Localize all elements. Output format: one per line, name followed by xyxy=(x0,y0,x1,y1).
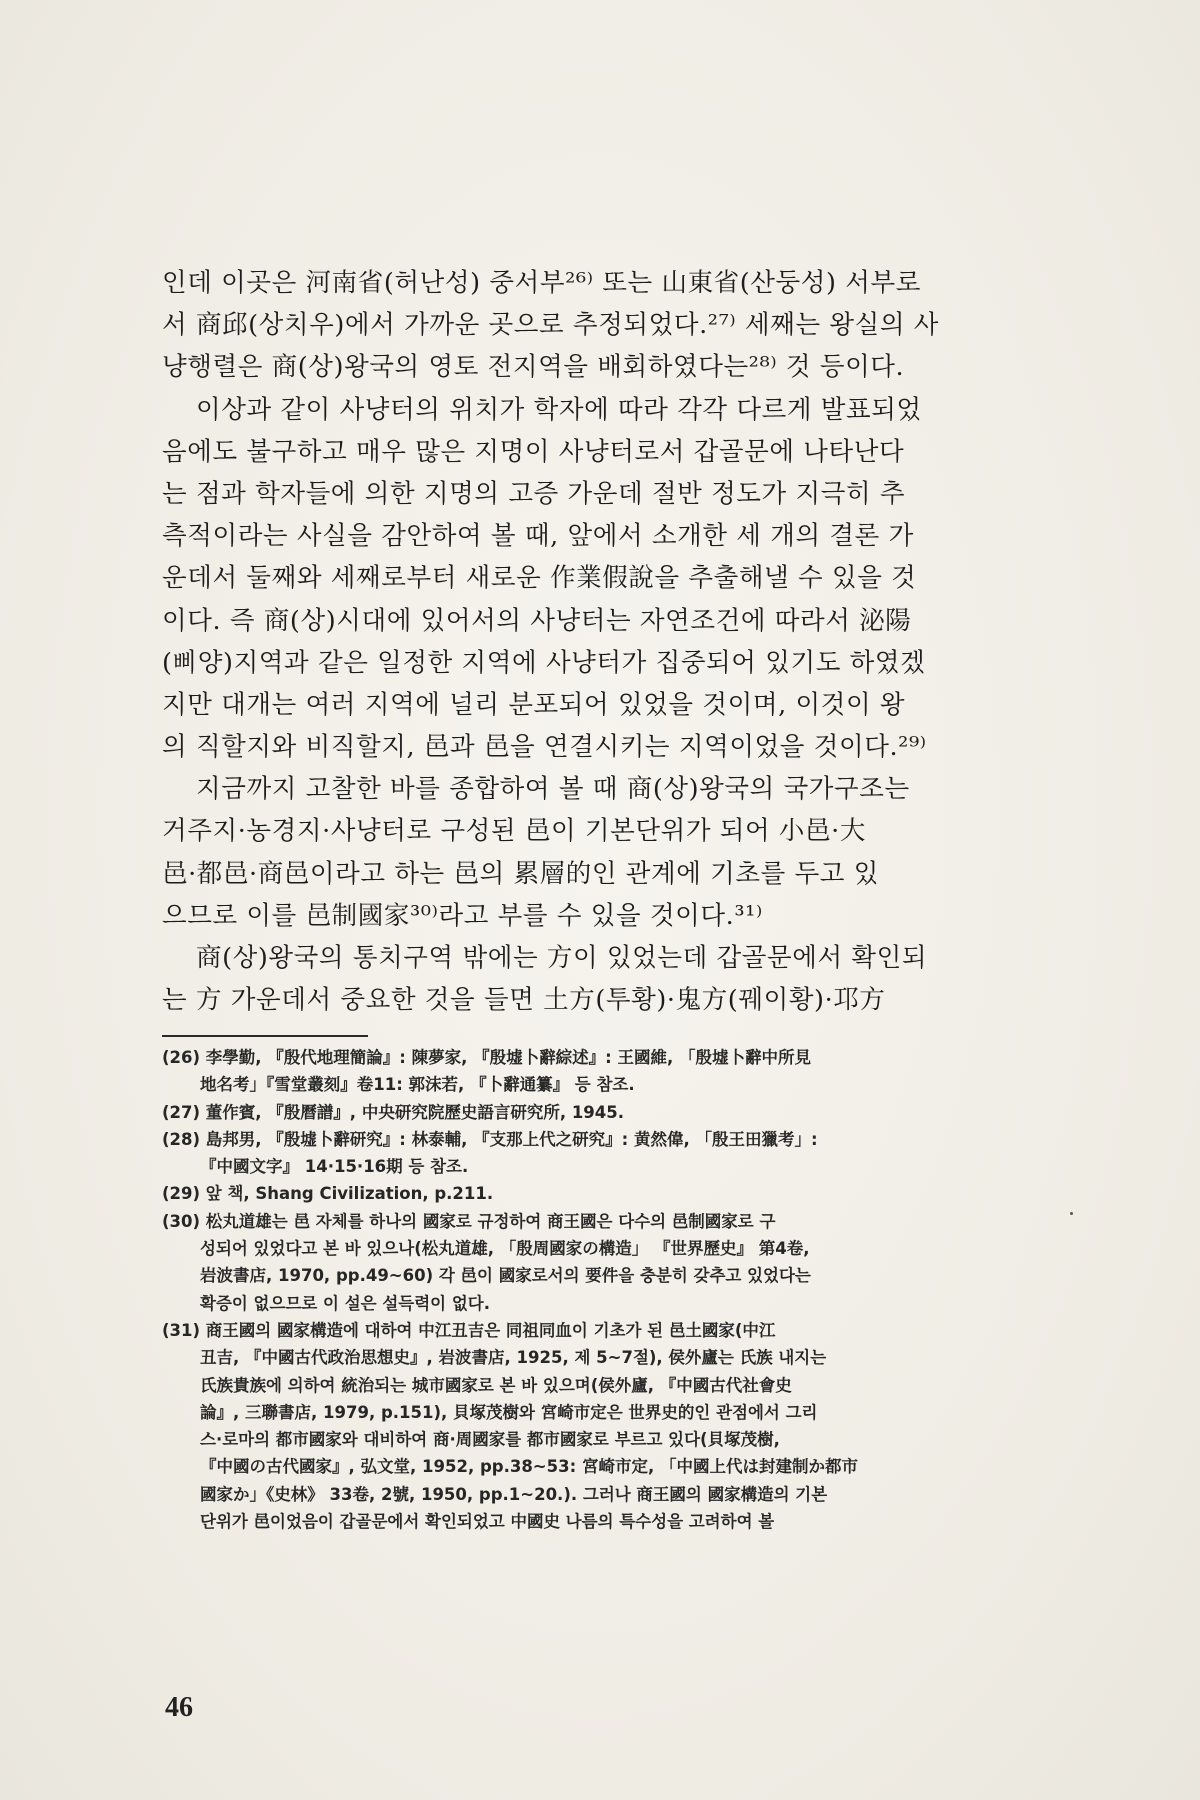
footnote-line: 확증이 없으므로 이 설은 설득력이 없다. xyxy=(200,1293,491,1313)
body-line: 邑·都邑·商邑이라고 하는 邑의 累層的인 관계에 기초를 두고 있 xyxy=(162,858,879,889)
footnote-line: 丑吉, 『中國古代政治思想史』, 岩波書店, 1925, 제 5~7절), 侯外廬는 氏族 내지는 xyxy=(200,1348,827,1368)
footnote-line: 『中國文字』 14·15·16期 등 참조. xyxy=(200,1157,469,1177)
body-line: 냥행렬은 商(상)왕국의 영토 전지역을 배회하였다는²⁸⁾ 것 등이다. xyxy=(162,352,905,383)
footnote-line: 氏族貴族에 의하여 統治되는 城市國家로 본 바 있으며(侯外廬, 『中國古代社會史 xyxy=(200,1375,792,1395)
body-line: 는 점과 학자들에 의한 지명의 고증 가운데 절반 정도가 지극히 추 xyxy=(162,478,906,509)
footnote-line: 『中國の古代國家』, 弘文堂, 1952, pp.38~53: 宮崎市定, 「中國上代は封建制か都市 xyxy=(200,1457,858,1477)
footnote-line: (29) 앞 책, Shang Civilization, p.211. xyxy=(162,1184,494,1204)
body-line: 인데 이곳은 河南省(허난성) 중서부²⁶⁾ 또는 山東省(산둥성) 서부로 xyxy=(162,268,921,298)
footnote-line: (28) 島邦男, 『殷墟卜辭研究』: 林泰輔, 『支那上代之研究』: 黄然偉, 「殷王田獵考」: xyxy=(162,1129,818,1149)
body-line: 지금까지 고찰한 바를 종합하여 볼 때 商(상)왕국의 국가구조는 xyxy=(196,774,910,805)
body-line: 이다. 즉 商(상)시대에 있어서의 사냥터는 자연조건에 따라서 泌陽 xyxy=(162,605,912,636)
footnotes xyxy=(162,1044,1008,1535)
page-number: 46 xyxy=(165,1692,193,1723)
body-line: 음에도 불구하고 매우 많은 지명이 사냥터로서 갑골문에 나타난다 xyxy=(162,436,905,467)
footnote-line: (31) 商王國의 國家構造에 대하여 中江丑吉은 同祖同血이 기초가 된 邑土國家(中江 xyxy=(162,1320,776,1340)
footnote-line: 岩波書店, 1970, pp.49~60) 각 邑이 國家로서의 要件을 충분히 갖추고 있었다는 xyxy=(200,1266,811,1286)
body-line: 서 商邱(상치우)에서 가까운 곳으로 추정되었다.²⁷⁾ 세째는 왕실의 사 xyxy=(162,310,940,341)
footnote-divider xyxy=(162,1035,368,1037)
main-text xyxy=(162,262,1008,1021)
body-line: 거주지·농경지·사냥터로 구성된 邑이 기본단위가 되어 小邑·大 xyxy=(162,816,866,847)
footnote-line: 단위가 邑이었음이 갑골문에서 확인되었고 中國史 나름의 특수성을 고려하여 볼 xyxy=(200,1512,775,1532)
margin-speck xyxy=(1070,1212,1073,1215)
footnote-line: 스·로마의 都市國家와 대비하여 商·周國家를 都市國家로 부르고 있다(貝塚茂樹, xyxy=(200,1430,780,1450)
footnote-line: 論』, 三聯書店, 1979, p.151), 貝塚茂樹와 宮崎市定은 世界史的인 관점에서 그리 xyxy=(200,1402,818,1422)
footnote-line: 地名考」『雪堂叢刻』卷11: 郭沫若, 『卜辭通纂』 등 참조. xyxy=(200,1075,635,1095)
footnote-line: (27) 董作賓, 『殷曆譜』, 中央研究院歷史語言研究所, 1945. xyxy=(162,1102,625,1122)
body-line: 지만 대개는 여러 지역에 널리 분포되어 있었을 것이며, 이것이 왕 xyxy=(162,689,906,720)
body-line: (삐양)지역과 같은 일정한 지역에 사냥터가 집중되어 있기도 하였겠 xyxy=(162,647,926,678)
footnote-line: (30) 松丸道雄는 邑 자체를 하나의 國家로 규정하여 商王國은 다수의 邑制國家로 구 xyxy=(162,1211,776,1231)
body-line: 으므로 이를 邑制國家³⁰⁾라고 부를 수 있을 것이다.³¹⁾ xyxy=(162,900,763,931)
body-line: 의 직할지와 비직할지, 邑과 邑을 연결시키는 지역이었을 것이다.²⁹⁾ xyxy=(162,732,927,763)
body-line: 측적이라는 사실을 감안하여 볼 때, 앞에서 소개한 세 개의 결론 가 xyxy=(162,521,914,552)
footnote-line: 성되어 있었다고 본 바 있으나(松丸道雄, 「殷周國家の構造」 『世界歷史』 第4卷, xyxy=(200,1239,810,1259)
footnote-line: (26) 李學勤, 『殷代地理簡論』: 陳夢家, 『殷墟卜辭綜述』: 王國維, 「殷墟卜辭中所見 xyxy=(162,1048,812,1067)
body-line: 이상과 같이 사냥터의 위치가 학자에 따라 각각 다르게 발표되었 xyxy=(196,394,922,425)
body-line: 는 方 가운데서 중요한 것을 들면 土方(투황)·鬼方(꿰이황)·邛方 xyxy=(162,985,886,1016)
body-line: 운데서 둘째와 세째로부터 새로운 作業假說을 추출해낼 수 있을 것 xyxy=(162,563,917,594)
body-line: 商(상)왕국의 통치구역 밖에는 方이 있었는데 갑골문에서 확인되 xyxy=(196,943,928,973)
footnote-line: 國家か」《史林》 33卷, 2號, 1950, pp.1~20.). 그러나 商王國의 國家構造의 기본 xyxy=(200,1484,828,1504)
